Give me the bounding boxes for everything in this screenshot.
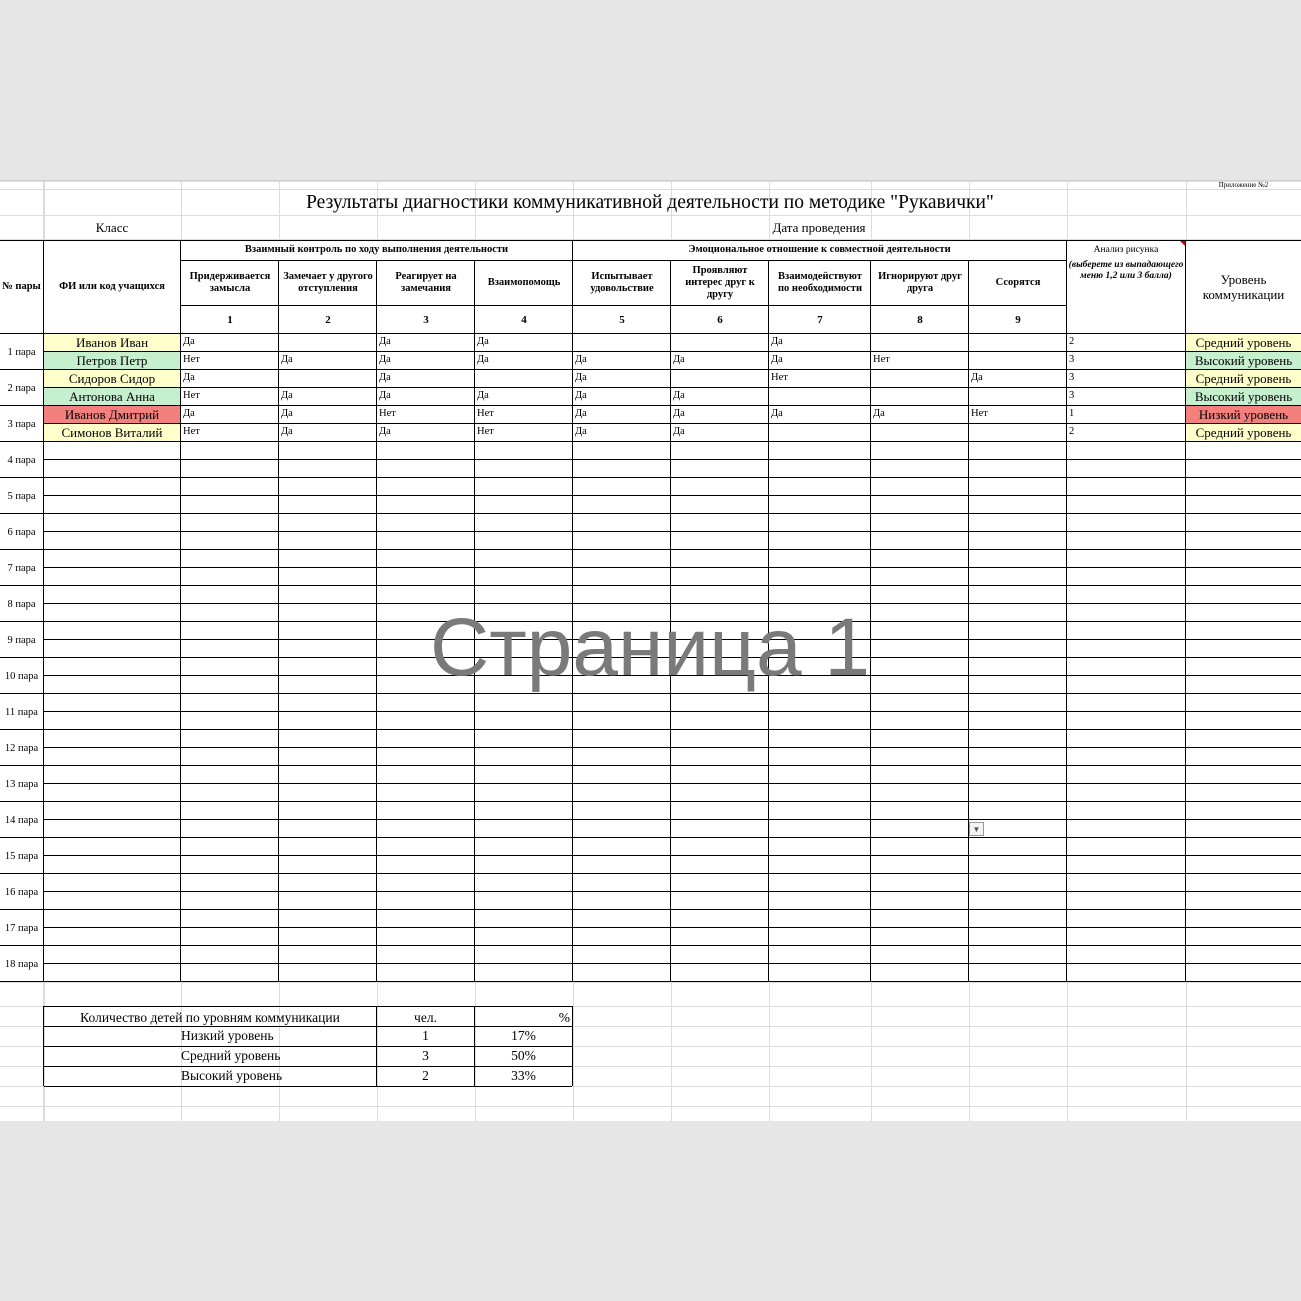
border [1185, 240, 1186, 982]
border [44, 1006, 572, 1007]
border [44, 891, 1301, 892]
score-cell[interactable]: 2 [1069, 336, 1075, 347]
student-name[interactable]: Симонов Виталий [61, 425, 163, 440]
border [0, 621, 1301, 622]
answer-cell[interactable] [871, 370, 971, 388]
answer-cell[interactable]: Да [477, 336, 489, 347]
border [44, 639, 1301, 640]
answer-cell[interactable]: Нет [477, 426, 494, 437]
answer-cell[interactable] [769, 388, 873, 406]
gridline [1067, 982, 1068, 1121]
class-label: Класс [95, 219, 129, 235]
border [0, 693, 1301, 694]
border [474, 260, 475, 982]
pair-label: 6 пара [7, 526, 36, 538]
border [43, 240, 44, 982]
border [0, 333, 1301, 334]
criterion-number: 7 [817, 313, 823, 326]
border [968, 260, 969, 982]
score-cell[interactable]: 3 [1069, 354, 1075, 365]
pair-label: 2 пара [7, 382, 36, 394]
answer-cell[interactable]: Нет [183, 426, 200, 437]
answer-cell[interactable] [871, 424, 971, 442]
gridline [871, 982, 872, 1121]
answer-cell[interactable]: Да [771, 354, 783, 365]
answer-cell[interactable]: Да [379, 372, 391, 383]
answer-cell[interactable]: Да [281, 354, 293, 365]
pair-label: 11 пара [5, 706, 38, 718]
border [0, 945, 1301, 946]
summary-count-header: чел. [414, 1010, 437, 1025]
answer-cell[interactable] [969, 334, 1069, 352]
pair-label: 18 пара [4, 958, 39, 970]
pair-label: 1 пара [7, 346, 36, 358]
criterion-header: Взаимодействуют по необходимости [777, 270, 863, 294]
date-label: Дата проведения [772, 219, 866, 235]
answer-cell[interactable]: Да [575, 408, 587, 419]
pair-label: 17 пара [4, 922, 39, 934]
criterion-number: 9 [1015, 313, 1021, 326]
border [181, 305, 1067, 306]
criterion-header: Взаимопомощь [487, 276, 561, 288]
border [0, 405, 1301, 406]
student-name[interactable]: Иванов Иван [75, 335, 149, 350]
gridline [969, 982, 970, 1121]
answer-cell[interactable] [969, 352, 1069, 370]
answer-cell[interactable]: Да [575, 426, 587, 437]
gridline [0, 189, 1301, 190]
analysis-title: Анализ рисунка [1093, 245, 1159, 255]
score-cell[interactable]: 3 [1069, 372, 1075, 383]
chevron-down-icon: ▼ [972, 824, 981, 834]
level-cell: Низкий уровень [1198, 407, 1289, 422]
summary-percent: 17% [511, 1028, 536, 1043]
summary-level-label: Низкий уровень [181, 1028, 274, 1043]
border [44, 459, 1301, 460]
border [572, 1006, 573, 1086]
page-title: Результаты диагностики коммуникативной деятельности по методике "Рукавички" [306, 191, 994, 213]
score-cell[interactable]: 1 [1069, 408, 1075, 419]
criterion-header: Игнорируют друг друга [878, 270, 962, 294]
student-name[interactable]: Сидоров Сидор [68, 371, 156, 386]
pair-label: 9 пара [7, 634, 36, 646]
border [0, 549, 1301, 550]
answer-cell[interactable]: Нет [183, 354, 200, 365]
border [0, 909, 1301, 910]
answer-cell[interactable]: Да [575, 390, 587, 401]
answer-cell[interactable]: Да [575, 354, 587, 365]
pair-label: 7 пара [7, 562, 36, 574]
page-watermark: Страница 1 [430, 602, 871, 693]
answer-cell[interactable]: Да [971, 372, 983, 383]
pair-label: 13 пара [4, 778, 39, 790]
summary-level-label: Средний уровень [181, 1048, 281, 1063]
answer-cell[interactable] [279, 370, 379, 388]
appendix-label: Приложение №2 [1218, 180, 1269, 189]
student-name[interactable]: Антонова Анна [69, 389, 155, 404]
student-name[interactable]: Петров Петр [76, 353, 148, 368]
border [180, 240, 181, 982]
student-name[interactable]: Иванов Дмитрий [64, 407, 160, 422]
pair-number-header: № пары [2, 281, 41, 293]
answer-cell[interactable]: Да [281, 426, 293, 437]
spreadsheet-page [0, 180, 1301, 1121]
gridline [573, 982, 574, 1121]
border [0, 981, 1301, 982]
border [44, 423, 1301, 424]
answer-cell[interactable]: Да [477, 390, 489, 401]
answer-cell[interactable]: Да [281, 408, 293, 419]
answer-cell[interactable] [969, 424, 1069, 442]
gridline [0, 982, 1301, 983]
border [181, 260, 1067, 261]
gridline [769, 982, 770, 1121]
summary-count: 2 [422, 1068, 429, 1083]
gridline [0, 1106, 1301, 1107]
level-header: Уровень коммуникации [1202, 271, 1285, 302]
border [0, 837, 1301, 838]
border [376, 260, 377, 982]
answer-cell[interactable]: Да [379, 336, 391, 347]
criterion-header: Испытывает удовольствие [590, 270, 654, 294]
border [0, 657, 1301, 658]
answer-cell[interactable]: Да [379, 390, 391, 401]
border [44, 675, 1301, 676]
answer-cell[interactable] [769, 424, 873, 442]
border [768, 260, 769, 982]
summary-percent: 33% [511, 1068, 536, 1083]
answer-cell[interactable] [279, 334, 379, 352]
answer-cell[interactable]: Да [673, 354, 685, 365]
criterion-number: 5 [619, 313, 625, 326]
answer-cell[interactable]: Да [575, 372, 587, 383]
level-cell: Высокий уровень [1194, 353, 1293, 368]
criterion-number: 3 [423, 313, 429, 326]
level-cell: Средний уровень [1195, 425, 1292, 440]
answer-cell[interactable] [671, 334, 771, 352]
answer-cell[interactable]: Да [183, 336, 195, 347]
pair-label: 3 пара [7, 418, 36, 430]
answer-cell[interactable]: Да [183, 372, 195, 383]
analysis-header [1067, 245, 1185, 315]
answer-cell[interactable] [871, 334, 971, 352]
answer-cell[interactable]: Нет [477, 408, 494, 419]
border [278, 260, 279, 982]
border [44, 567, 1301, 568]
criterion-number: 4 [521, 313, 527, 326]
gridline [671, 982, 672, 1121]
level-cell: Средний уровень [1195, 371, 1292, 386]
summary-pct-header: % [558, 1010, 570, 1025]
answer-cell[interactable]: Да [281, 390, 293, 401]
answer-cell[interactable] [475, 370, 575, 388]
border [44, 927, 1301, 928]
criterion-number: 2 [325, 313, 331, 326]
border [44, 819, 1301, 820]
criterion-header: Реагирует на замечания [395, 270, 457, 294]
border [0, 873, 1301, 874]
answer-cell[interactable]: Нет [183, 390, 200, 401]
answer-cell[interactable]: Да [673, 408, 685, 419]
border [870, 260, 871, 982]
criterion-header: Проявляют интерес друг к другу [685, 264, 755, 301]
pair-label: 16 пара [4, 886, 39, 898]
border [44, 1086, 572, 1087]
border [0, 477, 1301, 478]
pair-label: 14 пара [4, 814, 39, 826]
border [44, 747, 1301, 748]
criterion-header: Замечает у другого отступления [283, 270, 373, 294]
criterion-number: 6 [717, 313, 723, 326]
gridline [1186, 982, 1187, 1121]
summary-count: 1 [422, 1028, 429, 1043]
border [1066, 240, 1067, 982]
answer-cell[interactable] [573, 334, 673, 352]
answer-cell[interactable] [671, 370, 771, 388]
border [44, 603, 1301, 604]
answer-cell[interactable]: Да [477, 354, 489, 365]
criterion-header: Ссорятся [995, 276, 1041, 288]
summary-count: 3 [422, 1048, 429, 1063]
pair-label: 15 пара [4, 850, 39, 862]
score-cell[interactable]: 3 [1069, 390, 1075, 401]
border [44, 495, 1301, 496]
gridline [0, 215, 1301, 216]
score-dropdown-button[interactable] [969, 822, 984, 836]
border [44, 783, 1301, 784]
answer-cell[interactable] [969, 388, 1069, 406]
summary-title: Количество детей по уровням коммуникации [80, 1010, 340, 1025]
answer-cell[interactable]: Да [873, 408, 885, 419]
pair-label: 8 пара [7, 598, 36, 610]
border [44, 963, 1301, 964]
answer-cell[interactable]: Да [771, 408, 783, 419]
answer-cell[interactable]: Да [673, 426, 685, 437]
answer-cell[interactable] [871, 388, 971, 406]
border [44, 387, 1301, 388]
answer-cell[interactable]: Нет [873, 354, 890, 365]
border [0, 729, 1301, 730]
answer-cell[interactable]: Да [183, 408, 195, 419]
border [0, 513, 1301, 514]
group-control-header: Взаимный контроль по ходу выполнения деятельности [244, 244, 509, 256]
level-cell: Высокий уровень [1194, 389, 1293, 404]
student-header: ФИ или код учащихся [59, 281, 165, 293]
analysis-hint: (выберете из выпадающего меню 1,2 или 3 балла) [1068, 259, 1184, 281]
border [0, 585, 1301, 586]
summary-percent: 50% [511, 1048, 536, 1063]
border [44, 855, 1301, 856]
border [44, 531, 1301, 532]
pair-label: 4 пара [7, 454, 36, 466]
answer-cell[interactable]: Да [379, 354, 391, 365]
pair-label: 10 пара [4, 670, 39, 682]
gridline [0, 181, 1301, 182]
border [44, 351, 1301, 352]
border [0, 240, 1301, 241]
border [572, 240, 573, 982]
border [0, 801, 1301, 802]
group-emotion-header: Эмоциональное отношение к совместной деятельности [688, 244, 951, 256]
pair-label: 12 пара [4, 742, 39, 754]
criterion-number: 8 [917, 313, 923, 326]
answer-cell[interactable]: Нет [771, 372, 788, 383]
border [44, 711, 1301, 712]
border [0, 441, 1301, 442]
score-cell[interactable]: 2 [1069, 426, 1075, 437]
answer-cell[interactable]: Нет [971, 408, 988, 419]
pair-label: 5 пара [7, 490, 36, 502]
border [0, 765, 1301, 766]
summary-level-label: Высокий уровень [181, 1068, 283, 1083]
gridline [44, 982, 45, 1121]
level-cell: Средний уровень [1195, 335, 1292, 350]
answer-cell[interactable]: Нет [379, 408, 396, 419]
criterion-header: Придерживается замысла [189, 270, 271, 294]
answer-cell[interactable]: Да [771, 336, 783, 347]
border [670, 260, 671, 982]
border [0, 369, 1301, 370]
criterion-number: 1 [227, 313, 233, 326]
answer-cell[interactable]: Да [379, 426, 391, 437]
answer-cell[interactable]: Да [673, 390, 685, 401]
